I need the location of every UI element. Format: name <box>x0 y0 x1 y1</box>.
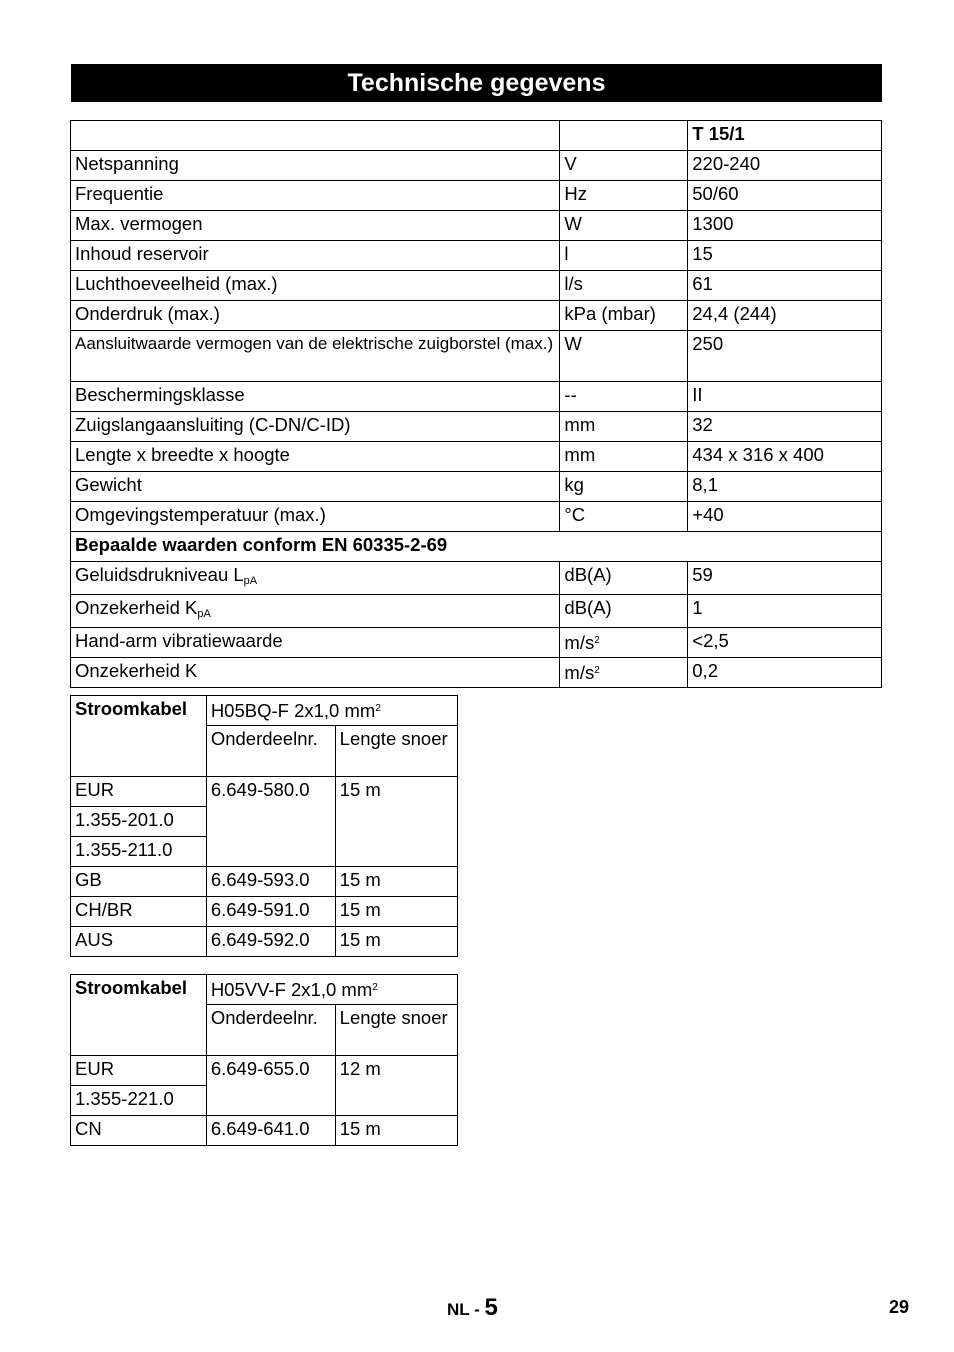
spec-value: +40 <box>688 502 882 532</box>
measured-label: Geluidsdrukniveau $L_{pA}$ <box>71 562 560 595</box>
country-cell: EUR <box>71 1056 207 1086</box>
part-number-cell: 6.649-592.0 <box>206 927 335 957</box>
spec-unit: mm <box>560 442 688 472</box>
country-cell: EUR <box>71 777 207 807</box>
spec-unit: kg <box>560 472 688 502</box>
power-cable-table-2 <box>70 974 458 1146</box>
measured-unit: $m/s^2$ <box>560 658 688 688</box>
measured-label: Onzekerheid K <box>71 658 560 688</box>
measured-unit: dB(A) <box>560 562 688 595</box>
spec-unit: W <box>560 211 688 241</box>
spec-value: 220-240 <box>688 151 882 181</box>
col-length-header: Lengte snoer <box>335 726 457 777</box>
cable-length-cell: 15 m <box>335 867 457 897</box>
table-row <box>71 181 882 211</box>
measured-unit: dB(A) <box>560 595 688 628</box>
spec-unit: °C <box>560 502 688 532</box>
measured-unit: $m/s^2$ <box>560 628 688 658</box>
part-number-cell: 6.649-641.0 <box>206 1116 335 1146</box>
spec-label: Netspanning <box>71 151 560 181</box>
spec-unit: -- <box>560 382 688 412</box>
table-row <box>71 502 882 532</box>
footer-section-label: NL - 5 <box>447 1294 498 1321</box>
page-title: Technische gegevens <box>71 64 882 102</box>
table-row <box>71 1116 458 1146</box>
measured-value: 0,2 <box>688 658 882 688</box>
page-number: 29 <box>889 1297 910 1317</box>
power-cable-table-1 <box>70 695 458 957</box>
spec-unit: l/s <box>560 271 688 301</box>
country-cell: 1.355-201.0 <box>71 807 207 837</box>
spec-label: Zuigslangaansluiting (C-DN/C-ID) <box>71 412 560 442</box>
table-row <box>71 331 882 382</box>
country-cell: AUS <box>71 927 207 957</box>
table-row <box>71 975 458 1005</box>
table-row <box>71 382 882 412</box>
model-header: T 15/1 <box>688 121 882 151</box>
spec-value: 250 <box>688 331 882 382</box>
spec-value: II <box>688 382 882 412</box>
table-row <box>71 897 458 927</box>
spec-value: 8,1 <box>688 472 882 502</box>
spec-label: Omgevingstemperatuur (max.) <box>71 502 560 532</box>
country-cell: GB <box>71 867 207 897</box>
col-length-header: Lengte snoer <box>335 1005 457 1056</box>
table-row <box>71 658 882 688</box>
spec-value: 434 x 316 x 400 <box>688 442 882 472</box>
spec-value: 61 <box>688 271 882 301</box>
spec-label: Inhoud reservoir <box>71 241 560 271</box>
spec-value: 15 <box>688 241 882 271</box>
country-cell: 1.355-211.0 <box>71 837 207 867</box>
section-heading: Bepaalde waarden conform EN 60335-2-69 <box>71 532 882 562</box>
cable-type: H05VV-F 2x1,0 $mm^2$ <box>206 975 457 1005</box>
table-row <box>71 867 458 897</box>
cable-length-cell: 12 m <box>335 1056 457 1116</box>
spec-label: Frequentie <box>71 181 560 211</box>
part-number-cell: 6.649-591.0 <box>206 897 335 927</box>
cable-header: Stroomkabel <box>71 975 207 1056</box>
table-row <box>71 241 882 271</box>
spec-unit: W <box>560 331 688 382</box>
table-row <box>71 532 882 562</box>
part-number-cell: 6.649-655.0 <box>206 1056 335 1116</box>
table-row <box>71 628 882 658</box>
table-row <box>71 1056 458 1086</box>
table-row <box>71 595 882 628</box>
table-row <box>71 696 458 726</box>
col-part-header: Onderdeelnr. <box>206 726 335 777</box>
spec-value: 1300 <box>688 211 882 241</box>
spec-label: Onderdruk (max.) <box>71 301 560 331</box>
spec-value: 24,4 (244) <box>688 301 882 331</box>
table-row <box>71 562 882 595</box>
table-row <box>71 271 882 301</box>
country-cell: 1.355-221.0 <box>71 1086 207 1116</box>
part-number-cell: 6.649-593.0 <box>206 867 335 897</box>
spec-unit: Hz <box>560 181 688 211</box>
spec-label: Lengte x breedte x hoogte <box>71 442 560 472</box>
col-part-header: Onderdeelnr. <box>206 1005 335 1056</box>
specs-table <box>70 120 882 688</box>
spec-label: Gewicht <box>71 472 560 502</box>
table-row <box>71 927 458 957</box>
spec-label: Beschermingsklasse <box>71 382 560 412</box>
table-row <box>71 442 882 472</box>
cable-length-cell: 15 m <box>335 927 457 957</box>
spec-unit: kPa (mbar) <box>560 301 688 331</box>
part-number-cell: 6.649-580.0 <box>206 777 335 867</box>
spec-unit: mm <box>560 412 688 442</box>
measured-label: Onzekerheid $K_{pA}$ <box>71 595 560 628</box>
cable-header: Stroomkabel <box>71 696 207 777</box>
spec-label: Aansluitwaarde vermogen van de elektrische zuigborstel (max.) <box>71 331 560 382</box>
measured-value: 1 <box>688 595 882 628</box>
table-row <box>71 211 882 241</box>
cable-length-cell: 15 m <box>335 1116 457 1146</box>
measured-value: 59 <box>688 562 882 595</box>
table-row <box>71 777 458 807</box>
measured-label: Hand-arm vibratiewaarde <box>71 628 560 658</box>
table-row <box>71 472 882 502</box>
spec-value: 50/60 <box>688 181 882 211</box>
cable-type: H05BQ-F 2x1,0 $mm^2$ <box>206 696 457 726</box>
spec-value: 32 <box>688 412 882 442</box>
cable-length-cell: 15 m <box>335 897 457 927</box>
cable-length-cell: 15 m <box>335 777 457 867</box>
spec-label: Max. vermogen <box>71 211 560 241</box>
country-cell: CN <box>71 1116 207 1146</box>
table-row <box>71 121 882 151</box>
spec-label: Luchthoeveelheid (max.) <box>71 271 560 301</box>
spec-unit: l <box>560 241 688 271</box>
country-cell: CH/BR <box>71 897 207 927</box>
table-row <box>71 151 882 181</box>
spec-unit: V <box>560 151 688 181</box>
table-row <box>71 301 882 331</box>
table-row <box>71 412 882 442</box>
measured-value: <2,5 <box>688 628 882 658</box>
